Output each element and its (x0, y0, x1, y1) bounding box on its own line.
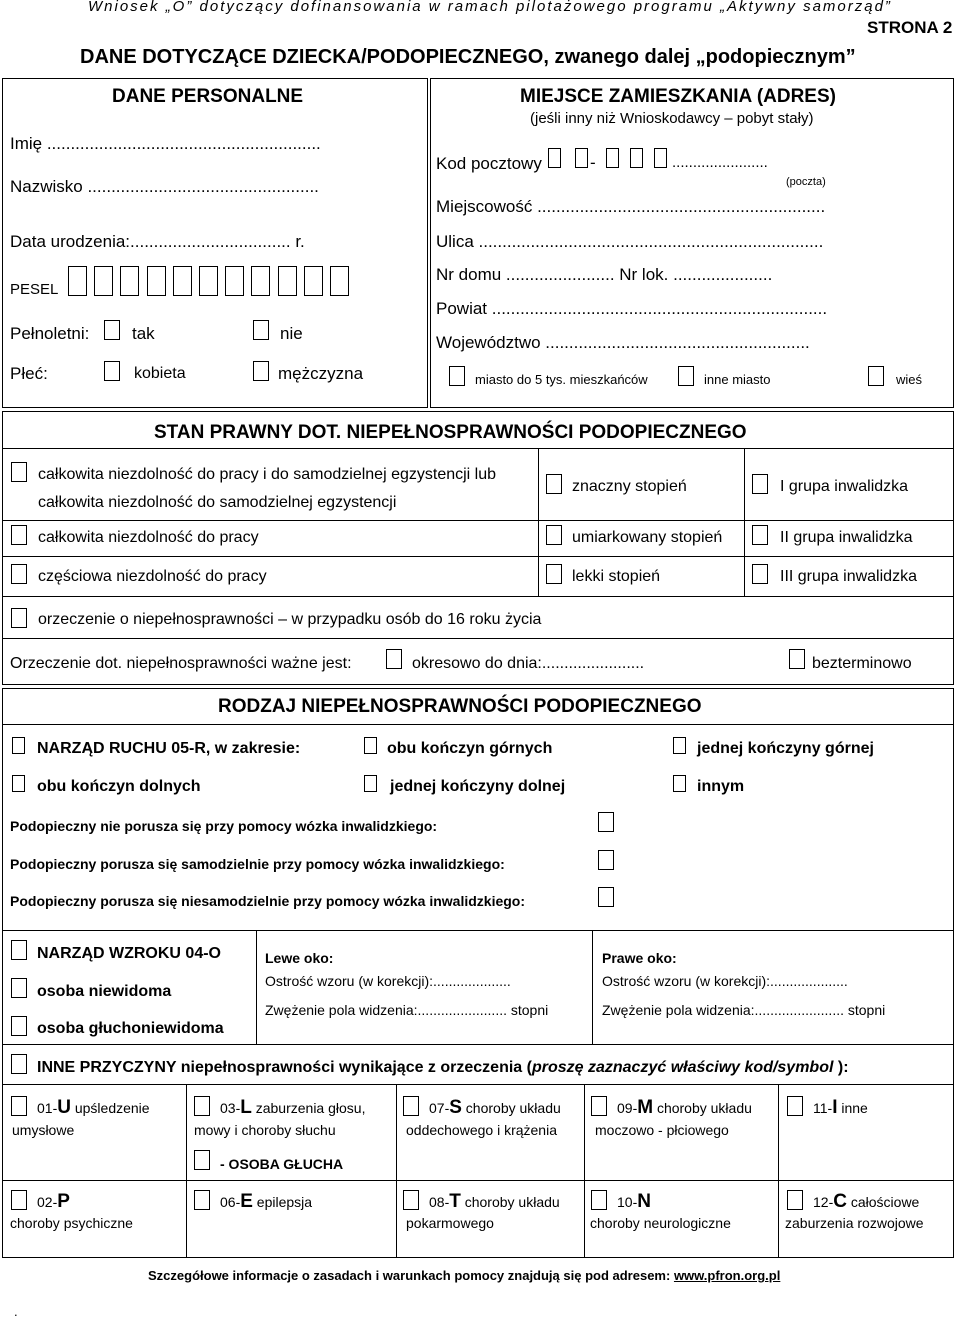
female-label: kobieta (134, 365, 186, 382)
right-eye-acuity-field[interactable]: Ostrość wzoru (w korekcji):.................... (602, 973, 848, 989)
voivodeship-field[interactable]: Województwo ........................................................ (436, 333, 810, 352)
adult-label: Pełnoletni: (10, 324, 90, 343)
pesel-digit-box[interactable] (94, 266, 113, 296)
total-work-incapacity-label: całkowita niezdolność do pracy (38, 529, 259, 546)
postal-code-digit[interactable] (654, 148, 667, 168)
address-subheading: (jeśli inny niż Wnioskodawcy – pobyt stały) (530, 110, 814, 127)
code-12-text-2: zaburzenia rozwojowe (785, 1215, 924, 1231)
under16-label: orzeczenie o niepełnosprawności – w przypadku osób do 16 roku życia (38, 611, 542, 628)
postal-code-digit[interactable] (575, 148, 588, 168)
code-09-label (617, 1097, 752, 1119)
legal-row-divider (2, 638, 954, 639)
other-town-checkbox[interactable] (678, 366, 694, 386)
code-06-label (220, 1191, 312, 1213)
group-3-checkbox[interactable] (752, 564, 768, 584)
code-02-label (37, 1191, 70, 1213)
code-08-num: 08- (429, 1194, 450, 1210)
significant-degree-checkbox[interactable] (546, 474, 562, 494)
total-incapacity-checkbox[interactable] (11, 462, 27, 482)
adult-yes-label: tak (132, 324, 155, 343)
street-field[interactable]: Ulica ......................................................................... (436, 232, 824, 251)
code-col-divider (584, 1084, 585, 1258)
code-12-symbol: C (833, 1191, 847, 1212)
code-01-text-2: umysłowe (12, 1122, 75, 1138)
code-01-text: upśledzenie (70, 1100, 150, 1116)
other-causes-checkbox[interactable] (11, 1054, 27, 1074)
post-office-field[interactable]: ....................... (672, 154, 768, 171)
code-12-checkbox[interactable] (787, 1190, 803, 1210)
code-03-text-2: mowy i choroby słuchu (194, 1122, 336, 1138)
code-11-checkbox[interactable] (787, 1096, 803, 1116)
motor-organ-label: NARZĄD RUCHU 05-R, w zakresie: (37, 740, 301, 757)
other-causes-heading-d: ): (833, 1059, 849, 1076)
male-label: mężczyzna (278, 364, 364, 383)
code-10-symbol: N (637, 1191, 651, 1212)
code-col-divider (186, 1084, 187, 1258)
code-06-checkbox[interactable] (194, 1190, 210, 1210)
other-limb-checkbox[interactable] (673, 775, 686, 792)
code-10-text: choroby neurologiczne (590, 1215, 731, 1231)
code-08-text-2: pokarmowego (406, 1215, 494, 1231)
moderate-degree-checkbox[interactable] (546, 525, 562, 545)
moderate-degree-label: umiarkowany stopień (572, 529, 723, 546)
other-causes-heading (37, 1059, 849, 1077)
indefinite-checkbox[interactable] (789, 649, 805, 669)
group-1-label: I grupa inwalidzka (780, 478, 909, 495)
significant-degree-label: znaczny stopień (572, 478, 687, 495)
both-upper-label: obu kończyn górnych (387, 740, 553, 757)
vision-col-divider (256, 930, 257, 1044)
code-01-label (37, 1097, 150, 1119)
county-field[interactable]: Powiat ....................................................................... (436, 299, 828, 318)
blind-label: osoba niewidoma (37, 983, 172, 1000)
wheelchair-assisted-label: Podopieczny porusza się niesamodzielnie przy pomocy wózka inwalidzkiego: (10, 893, 526, 909)
code-03-num: 03- (220, 1100, 241, 1116)
right-eye-field-narrowing[interactable]: Zwężenie pola widzenia:....................... stopni (602, 1002, 886, 1018)
other-causes-heading-b: niepełnosprawności wynikające z orzeczenia ( (176, 1059, 532, 1076)
deaf-checkbox[interactable] (194, 1150, 210, 1170)
code-01-checkbox[interactable] (11, 1096, 27, 1116)
sex-label: Płeć: (10, 364, 48, 383)
town-5k-checkbox[interactable] (449, 366, 465, 386)
vision-organ-checkbox[interactable] (11, 940, 27, 960)
code-11-text: inne (837, 1100, 868, 1116)
code-01-num: 01- (37, 1100, 58, 1116)
one-upper-label: jednej kończyny górnej (697, 740, 874, 757)
code-01-symbol: U (57, 1097, 71, 1118)
code-07-text-2: oddechowego i krążenia (406, 1122, 557, 1138)
disability-type-heading: RODZAJ NIEPEŁNOSPRAWNOŚCI PODOPIECZNEGO (218, 696, 702, 717)
code-07-label (429, 1097, 561, 1119)
code-10-num: 10- (617, 1194, 638, 1210)
code-col-divider (778, 1084, 779, 1258)
address-heading: MIEJSCE ZAMIESZKANIA (ADRES) (520, 86, 836, 107)
deaf-label: - OSOBA GŁUCHA (220, 1156, 344, 1172)
deafblind-label: osoba głuchoniewidoma (37, 1020, 224, 1037)
vision-organ-label: NARZĄD WZROKU 04-O (37, 945, 221, 962)
wheelchair-self-label: Podopieczny porusza się samodzielnie przy pomocy wózka inwalidzkiego: (10, 856, 505, 872)
female-checkbox[interactable] (104, 361, 120, 381)
partial-incapacity-label: częściowa niezdolność do pracy (38, 568, 267, 585)
other-causes-heading-a: INNE PRZYCZYNY (37, 1059, 177, 1076)
form-title: Wniosek „O” dotyczący dofinansowania w ramach pilotażowego programu „Aktywny samorząd” (88, 0, 892, 15)
validity-label: Orzeczenie dot. niepełnosprawności ważne jest: (10, 655, 352, 672)
pesel-digit-box[interactable] (330, 266, 349, 296)
type-divider (2, 1044, 954, 1045)
house-number-field[interactable]: Nr domu ....................... Nr lok. ..................... (436, 265, 773, 284)
vision-col-divider (592, 930, 593, 1044)
right-eye-label: Prawe oko: (602, 950, 677, 966)
adult-no-label: nie (280, 324, 303, 343)
legal-col-divider (744, 448, 745, 596)
partial-incapacity-checkbox[interactable] (11, 564, 27, 584)
footer-text: Szczegółowe informacje o zasadach i warunkach pomocy znajdują się pod adresem: (148, 1268, 674, 1283)
legal-row-divider (2, 596, 954, 597)
code-09-checkbox[interactable] (591, 1096, 607, 1116)
footer-dot: . (14, 1304, 18, 1319)
code-06-num: 06- (220, 1194, 241, 1210)
pesel-digit-box[interactable] (147, 266, 166, 296)
footer-info (148, 1268, 780, 1283)
periodic-until-field[interactable]: okresowo do dnia:....................... (412, 655, 645, 672)
adult-no-checkbox[interactable] (253, 320, 269, 340)
code-10-label (617, 1191, 651, 1213)
total-incapacity-label-2: całkowita niezdolność do samodzielnej egzystencji (38, 494, 397, 511)
pesel-digit-box[interactable] (278, 266, 297, 296)
left-eye-label: Lewe oko: (265, 950, 334, 966)
group-2-checkbox[interactable] (752, 525, 768, 545)
code-10-checkbox[interactable] (591, 1190, 607, 1210)
code-row-divider (2, 1180, 954, 1181)
code-07-num: 07- (429, 1100, 450, 1116)
type-divider (2, 724, 954, 725)
pesel-digit-box[interactable] (251, 266, 270, 296)
one-lower-label: jednej kończyny dolnej (390, 778, 566, 795)
group-1-checkbox[interactable] (752, 474, 768, 494)
blind-checkbox[interactable] (11, 978, 27, 998)
code-06-symbol: E (240, 1191, 253, 1212)
motor-organ-checkbox[interactable] (12, 737, 25, 754)
code-02-num: 02- (37, 1194, 58, 1210)
postal-code-digit[interactable] (548, 148, 561, 168)
city-field[interactable]: Miejscowość ............................................................. (436, 197, 826, 216)
periodic-checkbox[interactable] (386, 649, 402, 669)
legal-row-divider (2, 556, 954, 557)
pesel-digit-box[interactable] (199, 266, 218, 296)
one-upper-checkbox[interactable] (673, 737, 686, 754)
legal-row-divider (2, 448, 954, 449)
code-11-num: 11- (813, 1100, 833, 1116)
code-12-label (813, 1191, 919, 1213)
code-08-label (429, 1191, 560, 1213)
total-incapacity-label-1: całkowita niezdolność do pracy i do samodzielnej egzystencji lub (38, 466, 497, 483)
code-06-text: epilepsja (252, 1194, 313, 1210)
legal-status-box (2, 411, 954, 685)
adult-yes-checkbox[interactable] (104, 320, 120, 340)
pesel-digit-box[interactable] (120, 266, 139, 296)
postal-code-digit[interactable] (630, 148, 643, 168)
code-12-num: 12- (813, 1194, 834, 1210)
group-2-label: II grupa inwalidzka (780, 529, 913, 546)
code-02-symbol: P (57, 1191, 70, 1212)
personal-heading: DANE PERSONALNE (112, 86, 304, 107)
code-03-text: zaburzenia głosu, (251, 1100, 366, 1116)
postal-code-digit[interactable] (606, 148, 619, 168)
legal-row-divider (2, 520, 954, 521)
wheelchair-no-label: Podopieczny nie porusza się przy pomocy wózka inwalidzkiego: (10, 818, 438, 834)
left-eye-field-narrowing[interactable]: Zwężenie pola widzenia:....................... stopni (265, 1002, 549, 1018)
type-divider (2, 1084, 954, 1085)
code-08-text: choroby układu (460, 1194, 560, 1210)
pesel-digit-box[interactable] (173, 266, 192, 296)
code-07-symbol: S (449, 1097, 462, 1118)
page-number: STRONA 2 (867, 18, 953, 37)
code-09-text-2: moczowo - płciowego (595, 1122, 729, 1138)
surname-field[interactable]: Nazwisko ................................................. (10, 177, 319, 196)
code-08-symbol: T (449, 1191, 461, 1212)
under16-checkbox[interactable] (11, 608, 27, 628)
wheelchair-assisted-checkbox[interactable] (598, 887, 614, 907)
code-09-text: choroby układu (653, 1100, 752, 1116)
first-name-field[interactable]: Imię .......................................................... (10, 134, 321, 153)
type-divider (2, 930, 954, 931)
mild-degree-checkbox[interactable] (546, 564, 562, 584)
both-lower-label: obu kończyn dolnych (37, 778, 201, 795)
code-11-symbol: I (832, 1097, 838, 1118)
other-limb-label: innym (697, 778, 745, 795)
post-office-label: (poczta) (786, 176, 826, 188)
one-lower-checkbox[interactable] (364, 775, 377, 792)
town-5k-label: miasto do 5 tys. mieszkańców (475, 372, 648, 387)
both-upper-checkbox[interactable] (364, 737, 377, 754)
male-checkbox[interactable] (253, 361, 269, 381)
wheelchair-no-checkbox[interactable] (598, 812, 614, 832)
pesel-digit-box[interactable] (68, 266, 87, 296)
child-section-heading: DANE DOTYCZĄCE DZIECKA/PODOPIECZNEGO, zwanego dalej „podopiecznym” (80, 46, 856, 68)
total-work-incapacity-checkbox[interactable] (11, 525, 27, 545)
wheelchair-self-checkbox[interactable] (598, 850, 614, 870)
code-03-label (220, 1097, 365, 1119)
code-col-divider (396, 1084, 397, 1258)
mild-degree-label: lekki stopień (572, 568, 661, 585)
village-checkbox[interactable] (868, 366, 884, 386)
pesel-digit-box[interactable] (304, 266, 323, 296)
village-label: wieś (896, 372, 923, 387)
other-town-label: inne miasto (704, 372, 771, 387)
code-09-num: 09- (617, 1100, 638, 1116)
other-causes-heading-c: proszę zaznaczyć właściwy kod/symbol (531, 1059, 834, 1076)
pesel-digit-box[interactable] (225, 266, 244, 296)
code-07-text: choroby układu (461, 1100, 561, 1116)
legal-status-heading: STAN PRAWNY DOT. NIEPEŁNOSPRAWNOŚCI PODOPIECZNEGO (154, 422, 747, 443)
both-lower-checkbox[interactable] (12, 775, 25, 792)
code-09-symbol: M (637, 1097, 654, 1118)
indefinite-label: bezterminowo (812, 655, 912, 672)
code-08-checkbox[interactable] (403, 1190, 419, 1210)
group-3-label: III grupa inwalidzka (780, 568, 917, 585)
code-03-checkbox[interactable] (194, 1096, 210, 1116)
code-12-text: całościowe (846, 1194, 920, 1210)
birth-date-field[interactable]: Data urodzenia:.................................. r. (10, 232, 305, 251)
code-02-text: choroby psychiczne (10, 1215, 133, 1231)
postal-code-label: Kod pocztowy (436, 154, 542, 173)
code-07-checkbox[interactable] (403, 1096, 419, 1116)
pesel-label: PESEL (10, 281, 59, 298)
left-eye-acuity-field[interactable]: Ostrość wzoru (w korekcji):.................... (265, 973, 511, 989)
pfron-link[interactable]: www.pfron.org.pl (673, 1268, 781, 1283)
legal-col-divider (538, 448, 539, 596)
code-11-label (813, 1097, 868, 1119)
deafblind-checkbox[interactable] (11, 1016, 27, 1036)
postal-code-dash: - (590, 153, 596, 172)
code-02-checkbox[interactable] (11, 1190, 27, 1210)
code-03-symbol: L (240, 1097, 252, 1118)
